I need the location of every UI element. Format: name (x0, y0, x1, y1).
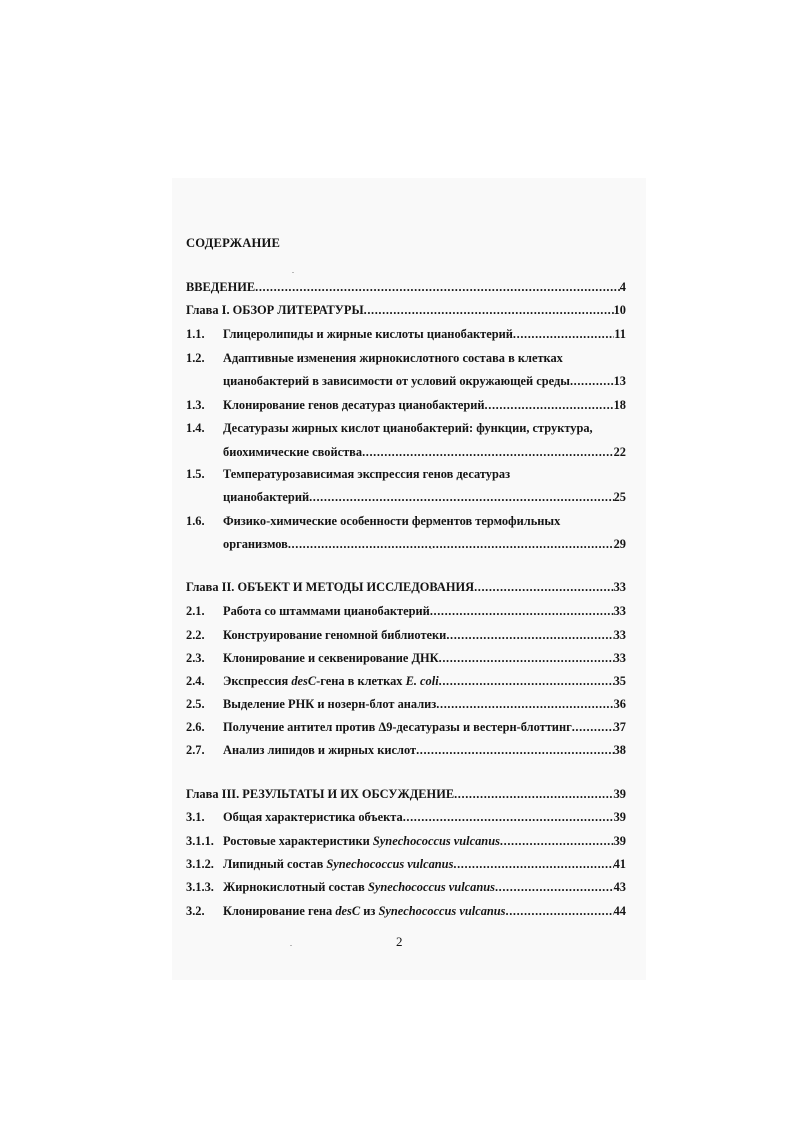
toc-entry-page: 13 (613, 374, 626, 388)
toc-entry-number: 3.1.3. (186, 880, 214, 894)
toc-entry-title: Глицеролипиды и жирные кислоты цианобактерий (223, 327, 513, 341)
dot-leader (403, 810, 614, 824)
toc-entry[interactable] (186, 810, 626, 826)
toc-entry-title: организмов (223, 537, 288, 551)
toc-entry[interactable] (186, 421, 626, 437)
toc-entry[interactable] (186, 743, 626, 759)
entry-text-italic: desC (291, 674, 317, 688)
dot-leader (500, 834, 614, 848)
toc-entry[interactable] (186, 720, 626, 736)
toc-entry-title: Клонирование генов десатураз цианобактерий (223, 398, 485, 412)
entry-text-italic: E. coli (405, 674, 439, 688)
entry-text-italic: Synechococcus vulcanus (326, 857, 454, 871)
toc-entry-title: цианобактерий (223, 490, 310, 504)
toc-entry-title: Общая характеристика объекта (223, 810, 403, 824)
toc-entry-page: 36 (613, 697, 626, 711)
toc-entry-page: 44 (613, 904, 626, 918)
toc-entry-page: 35 (613, 674, 626, 688)
entry-text-italic: Synechococcus vulcanus (372, 834, 500, 848)
toc-entry-title: Клонирование и секвенирование ДНК (223, 651, 439, 665)
toc-entry-title (223, 674, 439, 688)
toc-entry[interactable] (186, 374, 626, 390)
toc-entry-title: цианобактерий в зависимости от условий окружающей среды (223, 374, 570, 388)
toc-entry-title: Температурозависимая экспрессия генов десатураз (223, 467, 511, 481)
toc-entry-page: 41 (613, 857, 626, 871)
toc-entry-title: Анализ липидов и жирных кислот (223, 743, 417, 757)
dot-leader (309, 490, 614, 504)
dot-leader (474, 580, 614, 594)
toc-entry-number: 2.7. (186, 743, 205, 757)
toc-entry-page: 18 (613, 398, 626, 412)
page-title: СОДЕРЖАНИЕ (186, 236, 281, 250)
toc-entry-title: Работа со штаммами цианобактерий (223, 604, 430, 618)
toc-entry[interactable] (186, 467, 626, 483)
toc-entry-title: биохимические свойства (223, 445, 363, 459)
toc-entry-page: 33 (613, 628, 626, 642)
toc-entry[interactable] (186, 514, 626, 530)
toc-entry-page: 33 (613, 604, 626, 618)
toc-entry-title: Физико-химические особенности ферментов термофильных (223, 514, 561, 528)
toc-entry-number: 2.4. (186, 674, 205, 688)
entry-text-italic: Synechococcus vulcanus (378, 904, 506, 918)
dot-leader (570, 374, 614, 388)
toc-entry-number: 2.1. (186, 604, 205, 618)
entry-text-italic: desC (335, 904, 361, 918)
dot-leader (362, 445, 614, 459)
toc-entry-page: 37 (613, 720, 626, 734)
toc-entry-title: Выделение РНК и нозерн-блот анализ (223, 697, 437, 711)
toc-entry[interactable] (186, 651, 626, 667)
dot-leader (416, 743, 614, 757)
toc-entry-number: 2.2. (186, 628, 205, 642)
toc-entry[interactable] (186, 303, 626, 319)
dot-leader (439, 651, 614, 665)
toc-entry[interactable] (186, 327, 626, 343)
toc-entry-number: 2.3. (186, 651, 205, 665)
toc-entry-title: Адаптивные изменения жирнокислотного состава в клетках (223, 351, 563, 365)
toc-entry-title: ВВЕДЕНИЕ (186, 280, 256, 294)
toc-entry-number: 1.2. (186, 351, 205, 365)
toc-entry-number: 3.1. (186, 810, 205, 824)
toc-entry[interactable] (186, 445, 626, 461)
dot-leader (513, 327, 614, 341)
toc-entry-number: 1.4. (186, 421, 205, 435)
toc-entry-page: 39 (613, 787, 626, 801)
toc-entry-page: 33 (613, 580, 626, 594)
toc-entry[interactable] (186, 351, 626, 367)
toc-entry-number: 2.6. (186, 720, 205, 734)
dot-leader (446, 628, 613, 642)
dot-leader (436, 697, 613, 711)
entry-text-part: Липидный состав (223, 857, 327, 871)
toc-entry[interactable] (186, 580, 626, 596)
toc-entry[interactable] (186, 628, 626, 644)
toc-entry-title (223, 834, 500, 848)
scan-speck (292, 272, 294, 273)
toc-entry-title (223, 880, 495, 894)
toc-entry[interactable] (186, 857, 626, 873)
toc-entry-title: Конструирование геномной библиотеки (223, 628, 447, 642)
entry-text-part: Жирнокислотный состав (223, 880, 368, 894)
dot-leader (506, 904, 614, 918)
toc-entry-title: Глава I. ОБЗОР ЛИТЕРАТУРЫ (186, 303, 364, 317)
toc-entry-number: 1.6. (186, 514, 205, 528)
toc-entry-page: 33 (613, 651, 626, 665)
toc-entry-page: 22 (613, 445, 626, 459)
toc-entry[interactable] (186, 697, 626, 713)
page-number: 2 (396, 934, 403, 949)
toc-entry[interactable] (186, 398, 626, 414)
toc-entry-title: Получение антител против Δ9-десатуразы и вестерн-блоттинг (223, 720, 572, 734)
toc-entry[interactable] (186, 604, 626, 620)
toc-entry-page: 4 (619, 280, 626, 294)
dot-leader (495, 880, 614, 894)
toc-entry-title (223, 904, 506, 918)
toc-entry[interactable] (186, 880, 626, 896)
entry-text-italic: Synechococcus vulcanus (367, 880, 495, 894)
entry-text-part: Клонирование гена (223, 904, 336, 918)
toc-entry-number: 3.1.2. (186, 857, 214, 871)
toc-entry[interactable] (186, 904, 626, 920)
toc-entry-title: Десатуразы жирных кислот цианобактерий: функции, структура, (223, 421, 593, 435)
dot-leader (439, 674, 614, 688)
toc-entry-number: 3.2. (186, 904, 205, 918)
toc-entry-page: 43 (613, 880, 626, 894)
toc-entry-page: 11 (614, 327, 626, 341)
toc-entry-number: 2.5. (186, 697, 205, 711)
entry-text-part: -гена в клетках (316, 674, 406, 688)
entry-text-part: Ростовые характеристики (223, 834, 373, 848)
toc-entry[interactable] (186, 490, 626, 506)
toc-entry[interactable] (186, 537, 626, 553)
dot-leader (288, 537, 614, 551)
toc-entry-number: 1.3. (186, 398, 205, 412)
entry-text-part: из (360, 904, 379, 918)
toc-entry-page: 38 (613, 743, 626, 757)
toc-entry-page: 39 (613, 810, 626, 824)
scan-speck (290, 945, 292, 946)
toc-entry-title (223, 857, 453, 871)
toc-entry-title: Глава II. ОБЪЕКТ И МЕТОДЫ ИССЛЕДОВАНИЯ (186, 580, 475, 594)
dot-leader (485, 398, 614, 412)
toc-entry-number: 1.1. (186, 327, 205, 341)
toc-entry[interactable] (186, 280, 626, 296)
dot-leader (430, 604, 614, 618)
toc-entry-number: 1.5. (186, 467, 205, 481)
toc-entry[interactable] (186, 834, 626, 850)
toc-entry-title: Глава III. РЕЗУЛЬТАТЫ И ИХ ОБСУЖДЕНИЕ (186, 787, 455, 801)
dot-leader (255, 280, 620, 294)
toc-entry-page: 10 (613, 303, 626, 317)
dot-leader (364, 303, 614, 317)
toc-entry-page: 25 (613, 490, 626, 504)
toc-entry[interactable] (186, 674, 626, 690)
dot-leader (572, 720, 614, 734)
toc-entry[interactable] (186, 787, 626, 803)
entry-text-part: Экспрессия (223, 674, 292, 688)
toc-entry-number: 3.1.1. (186, 834, 214, 848)
dot-leader (454, 787, 614, 801)
dot-leader (453, 857, 613, 871)
toc-entry-page: 29 (613, 537, 626, 551)
toc-entry-page: 39 (613, 834, 626, 848)
